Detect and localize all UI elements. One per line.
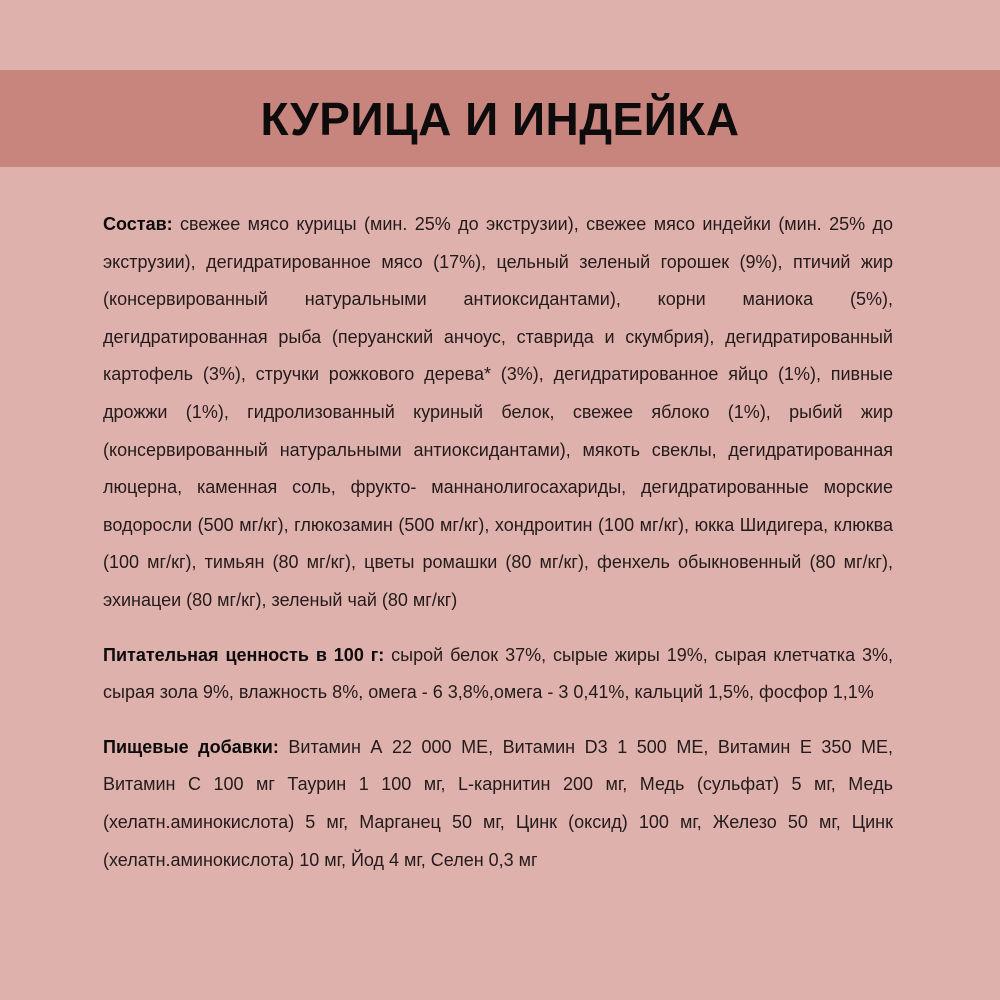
composition-label: Состав: xyxy=(103,214,173,234)
nutrition-section xyxy=(103,637,893,712)
nutrition-label: Питательная ценность в 100 г: xyxy=(103,644,385,665)
additives-label: Пищевые добавки: xyxy=(103,736,279,757)
composition-text: свежее мясо курицы (мин. 25% до экструзии), свежее мясо индейки (мин. 25% до экструзии), дегидратированное мясо (17%), цельный зеленый горошек (9%), птичий жир (консервированный натуральными антиоксидантами), корни маниока (5%), дегидратированная рыба (перуанский анчоус, ставрида и скумбрия), дегидратированный картофель (3%), стручки рожкового дерева* (3%), дегидратированное яйцо (1%), пивные дрожжи (1%), гидролизованный куриный белок, свежее яблоко (1%), рыбий жир (консервированный натуральными антиоксидантами), мякоть свеклы, дегидратированная люцерна, каменная соль, фрукто- маннанолигосахариды, дегидратированные морские водоросли (500 мг/кг), глюкозамин (500 мг/кг), хондроитин (100 мг/кг), юкка Шидигера, клюква (100 мг/кг), тимьян (80 мг/кг), цветы ромашки (80 мг/кг), фенхель обыкновенный (80 мг/кг), эхинацеи (80 мг/кг), зеленый чай (80 мг/кг) xyxy=(103,214,893,610)
title-banner xyxy=(0,70,1000,167)
product-info xyxy=(103,206,893,879)
additives-section xyxy=(103,729,893,879)
nutrition-text: сырой белок 37%, сырые жиры 19%, сырая клетчатка 3%, сырая зола 9%, влажность 8%, омега - 6 3,8%,омега - 3 0,41%, кальций 1,5%, фосфор 1,1% xyxy=(103,644,893,703)
page-title: КУРИЦА И ИНДЕЙКА xyxy=(260,92,740,145)
additives-text: Витамин А 22 000 МЕ, Витамин D3 1 500 МЕ, Витамин Е 350 МЕ, Витамин С 100 мг Таурин 1 100 мг, L-карнитин 200 мг, Медь (сульфат) 5 мг, Медь (хелатн.аминокислота) 5 мг, Марганец 50 мг, Цинк (оксид) 100 мг, Железо 50 мг, Цинк (хелатн.аминокислота) 10 мг, Йод 4 мг, Селен 0,3 мг xyxy=(103,736,893,870)
composition-section xyxy=(103,206,893,620)
